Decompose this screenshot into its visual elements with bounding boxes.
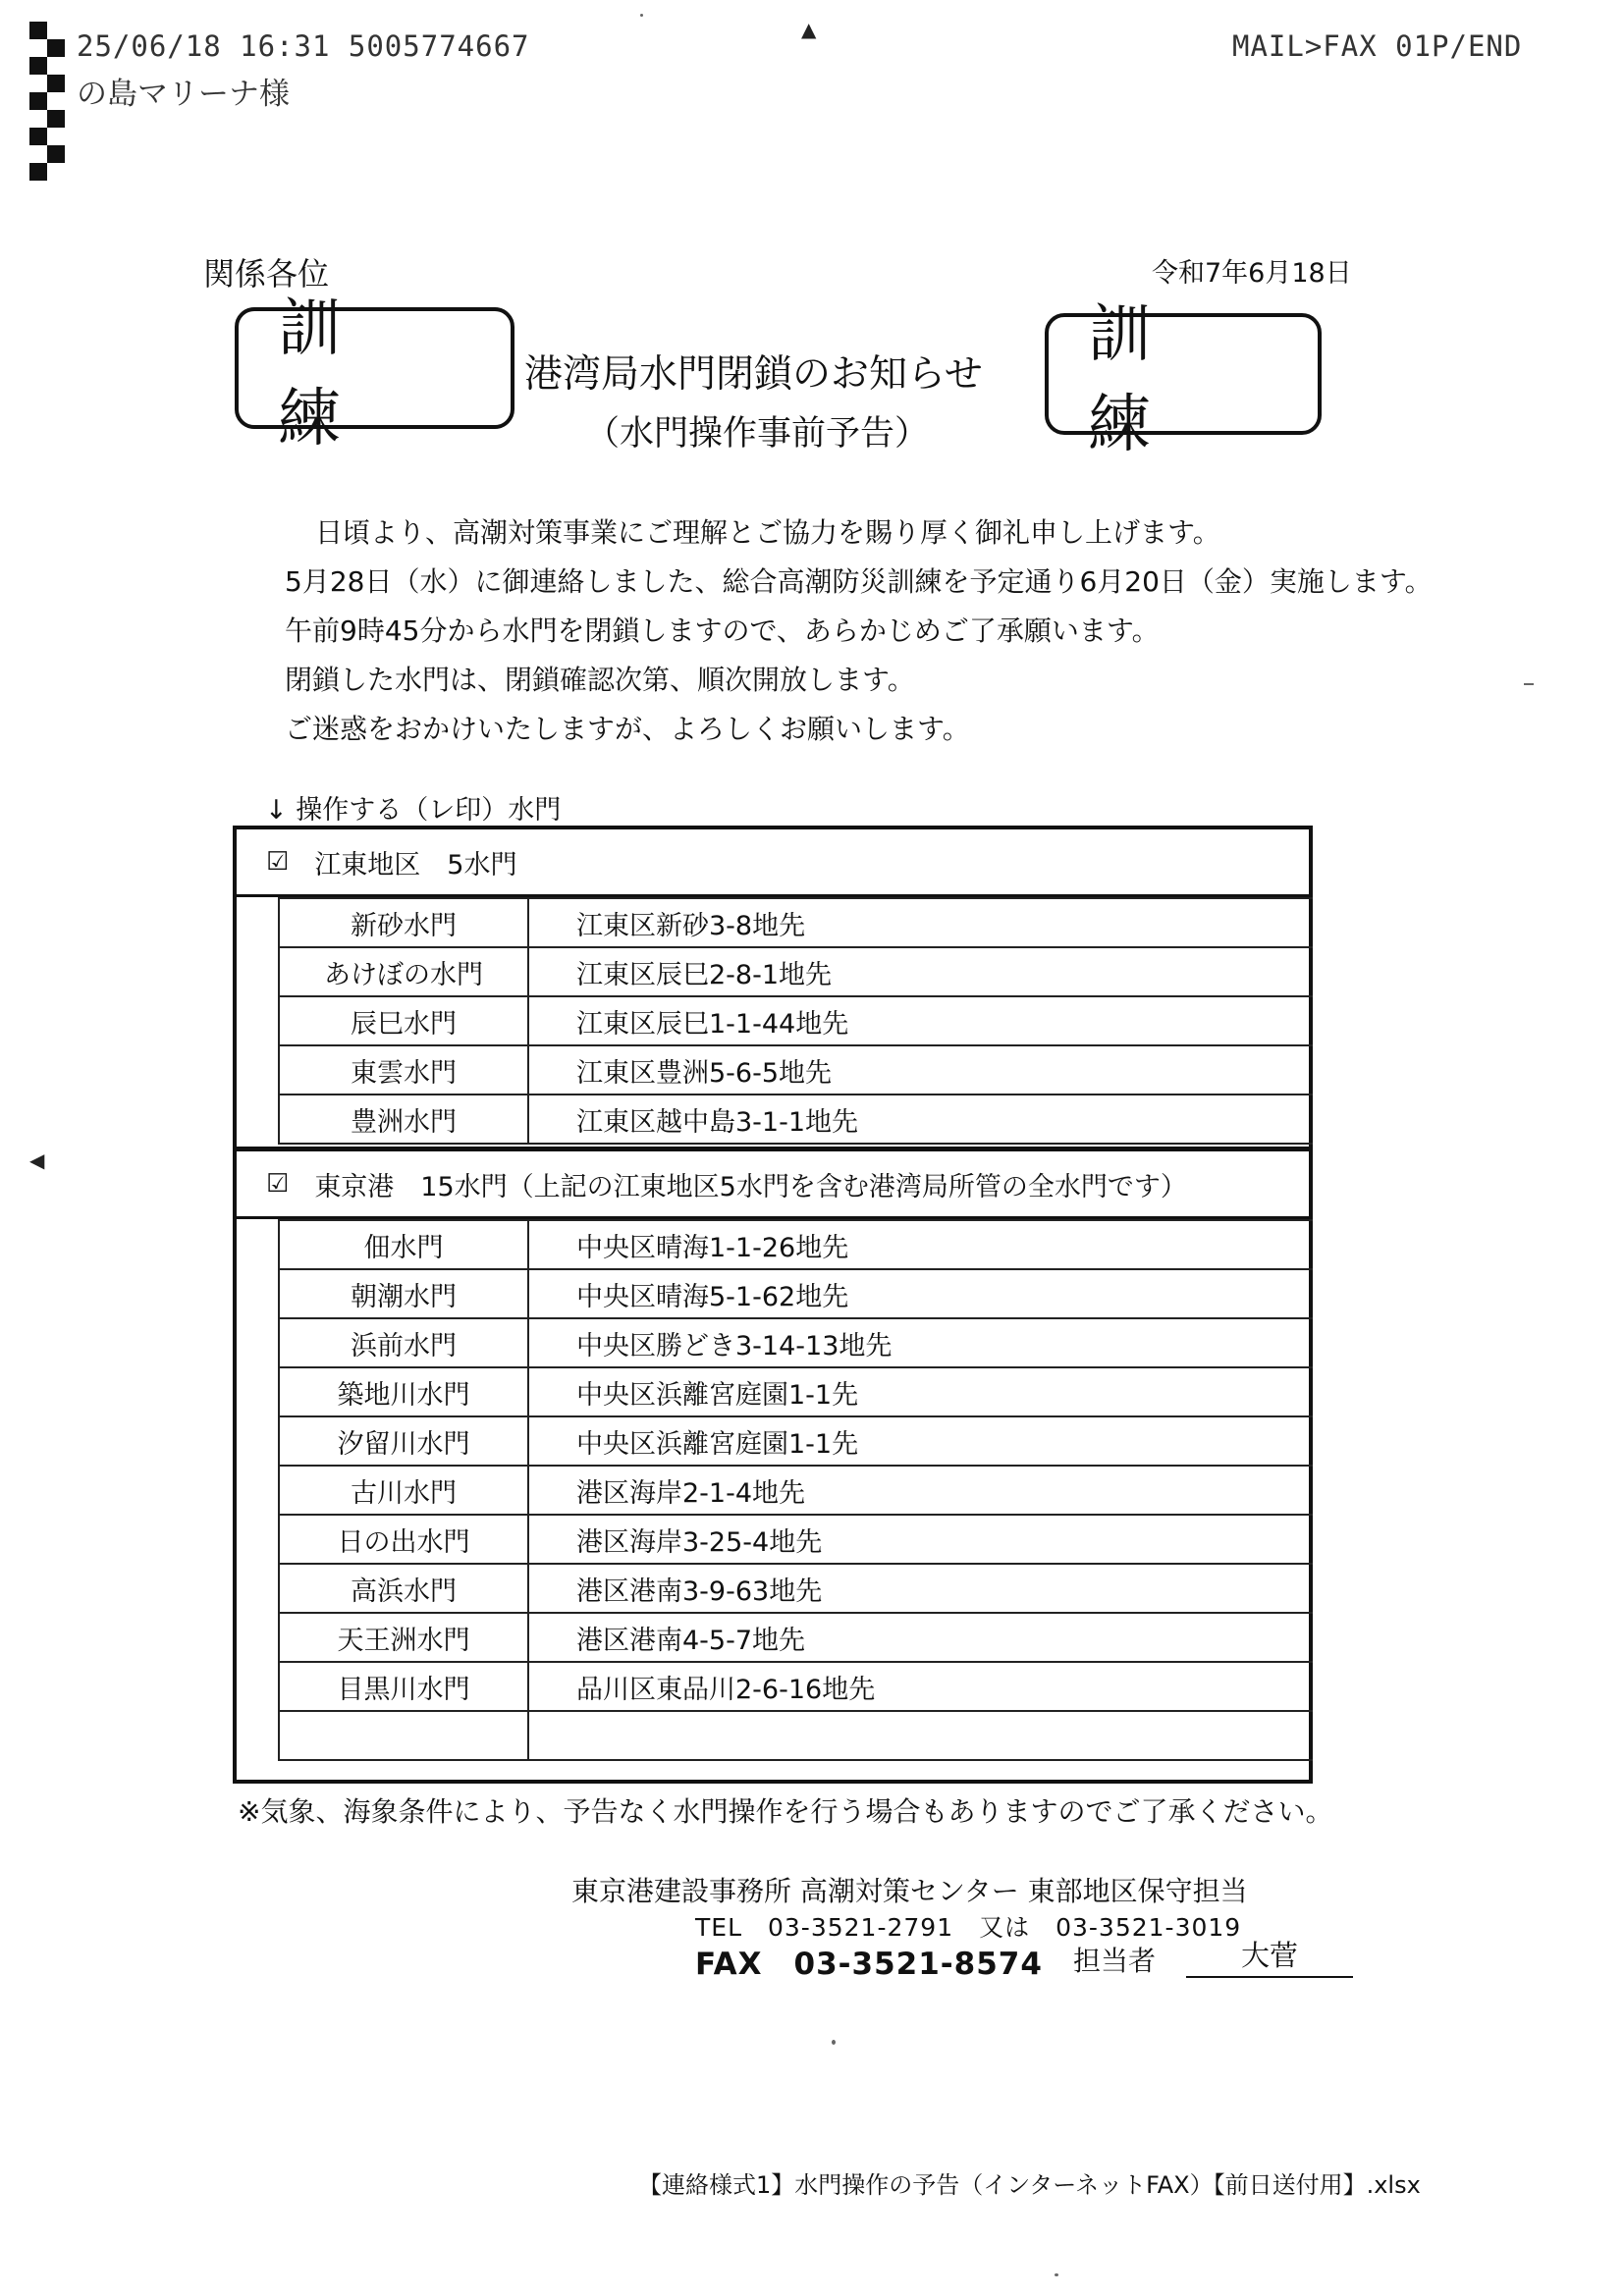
contact-person-name: 大菅 [1186, 1934, 1353, 1978]
scan-speck [832, 2040, 836, 2045]
scan-speck [1055, 2273, 1058, 2276]
body-line-5: ご迷惑をおかけいたしますが、よろしくお願いします。 [285, 713, 970, 745]
body-line-4: 閉鎖した水門は、閉鎖確認次第、順次開放します。 [285, 664, 915, 696]
table-row [279, 1515, 1313, 1564]
training-badge-left: 訓練 [235, 307, 514, 429]
gate-name: 古川水門 [279, 1466, 528, 1515]
tokyo-port-gates-table [278, 1219, 1313, 1761]
gate-address: 中央区晴海1-1-26地先 [528, 1220, 1313, 1269]
gate-address: 江東区辰巳2-8-1地先 [528, 947, 1313, 996]
gate-name: 朝潮水門 [279, 1269, 528, 1318]
gate-address: 江東区辰巳1-1-44地先 [528, 996, 1313, 1045]
checkbox-icon: ☑ [266, 847, 290, 877]
table-row [279, 1045, 1313, 1095]
section-header [237, 1151, 1309, 1219]
koto-gates-table [278, 897, 1313, 1145]
gate-address: 港区港南3-9-63地先 [528, 1564, 1313, 1613]
gate-name: 築地川水門 [279, 1367, 528, 1416]
gate-address: 港区海岸2-1-4地先 [528, 1466, 1313, 1515]
contact-department: 東京港建設事務所 高潮対策センター 東部地区保守担当 [571, 1875, 1248, 1907]
gate-address: 中央区浜離宮庭園1-1先 [528, 1367, 1313, 1416]
checkbox-icon: ☑ [266, 1169, 290, 1199]
gate-address: 港区海岸3-25-4地先 [528, 1515, 1313, 1564]
table-row [279, 1220, 1313, 1269]
gate-address: 中央区勝どき3-14-13地先 [528, 1318, 1313, 1367]
gate-address: 江東区豊洲5-6-5地先 [528, 1045, 1313, 1095]
gate-name: 豊洲水門 [279, 1095, 528, 1144]
gate-name: 目黒川水門 [279, 1662, 528, 1711]
table-row [279, 1613, 1313, 1662]
gate-name [279, 1711, 528, 1760]
table-row [279, 1711, 1313, 1760]
body-line-1: 日頃より、高潮対策事業にご理解とご協力を賜り厚く御礼申し上げます。 [315, 516, 1220, 549]
recipients-heading: 関係各位 [203, 255, 330, 293]
notice-subtitle: （水門操作事前予告） [585, 414, 930, 454]
training-badge-right: 訓練 [1045, 313, 1322, 435]
scan-speck [640, 14, 643, 17]
gate-address: 江東区新砂3-8地先 [528, 898, 1313, 947]
contact-tel: TEL 03-3521-2791 又は 03-3521-3019 [695, 1913, 1242, 1942]
gate-name: 汐留川水門 [279, 1416, 528, 1466]
section-heading: 江東地区 5水門 [314, 849, 517, 881]
triangle-left-icon: ◀ [29, 1148, 45, 1172]
fax-checker-mark [29, 22, 82, 181]
gate-address: 品川区東品川2-6-16地先 [528, 1662, 1313, 1711]
table-row [279, 1416, 1313, 1466]
gate-address: 中央区晴海5-1-62地先 [528, 1269, 1313, 1318]
gate-name: 佃水門 [279, 1220, 528, 1269]
notice-date: 令和7年6月18日 [1152, 258, 1352, 289]
table-row [279, 1269, 1313, 1318]
contact-person-label: 担当者 [1073, 1945, 1157, 1977]
table-row [279, 947, 1313, 996]
gate-address: 中央区浜離宮庭園1-1先 [528, 1416, 1313, 1466]
fax-transmission-line: 25/06/18 16:31 5005774667 [77, 29, 530, 63]
notice-title: 港湾局水門閉鎖のお知らせ [524, 352, 983, 397]
table-row [279, 1318, 1313, 1367]
gate-name: 辰巳水門 [279, 996, 528, 1045]
gate-name: 東雲水門 [279, 1045, 528, 1095]
operated-gates-label: ↓ 操作する（レ印）水門 [265, 795, 562, 826]
weather-note: ※気象、海象条件により、予告なく水門操作を行う場合もありますのでご了承ください。 [238, 1795, 1333, 1828]
body-line-3: 午前9時45分から水門を閉鎖しますので、あらかじめご了承願います。 [285, 614, 1160, 647]
gate-name: あけぼの水門 [279, 947, 528, 996]
table-row [279, 1367, 1313, 1416]
triangle-up-icon: ▲ [801, 18, 817, 41]
gate-address [528, 1711, 1313, 1760]
gate-name: 浜前水門 [279, 1318, 528, 1367]
fax-status: MAIL>FAX 01P/END [1232, 29, 1523, 63]
table-row [279, 996, 1313, 1045]
gate-name: 天王洲水門 [279, 1613, 528, 1662]
section-header [237, 829, 1309, 897]
table-row [279, 1466, 1313, 1515]
gate-name: 日の出水門 [279, 1515, 528, 1564]
koto-gates-section [233, 826, 1313, 1150]
scan-speck [1524, 683, 1534, 685]
gate-name: 高浜水門 [279, 1564, 528, 1613]
tokyo-port-gates-section [233, 1148, 1313, 1784]
table-row [279, 898, 1313, 947]
contact-fax: FAX 03-3521-8574 [695, 1947, 1043, 1982]
body-line-2: 5月28日（水）に御連絡しました、総合高潮防災訓練を予定通り6月20日（金）実施します。 [285, 565, 1433, 598]
section-heading: 東京港 15水門（上記の江東地区5水門を含む港湾局所管の全水門です） [314, 1171, 1187, 1202]
gate-name: 新砂水門 [279, 898, 528, 947]
fax-recipient: の島マリーナ様 [77, 77, 290, 112]
source-filename: 【連絡様式1】水門操作の予告（インターネットFAX）【前日送付用】.xlsx [638, 2171, 1421, 2199]
table-row [279, 1662, 1313, 1711]
table-row [279, 1095, 1313, 1144]
gate-address: 港区港南4-5-7地先 [528, 1613, 1313, 1662]
table-row [279, 1564, 1313, 1613]
gate-address: 江東区越中島3-1-1地先 [528, 1095, 1313, 1144]
